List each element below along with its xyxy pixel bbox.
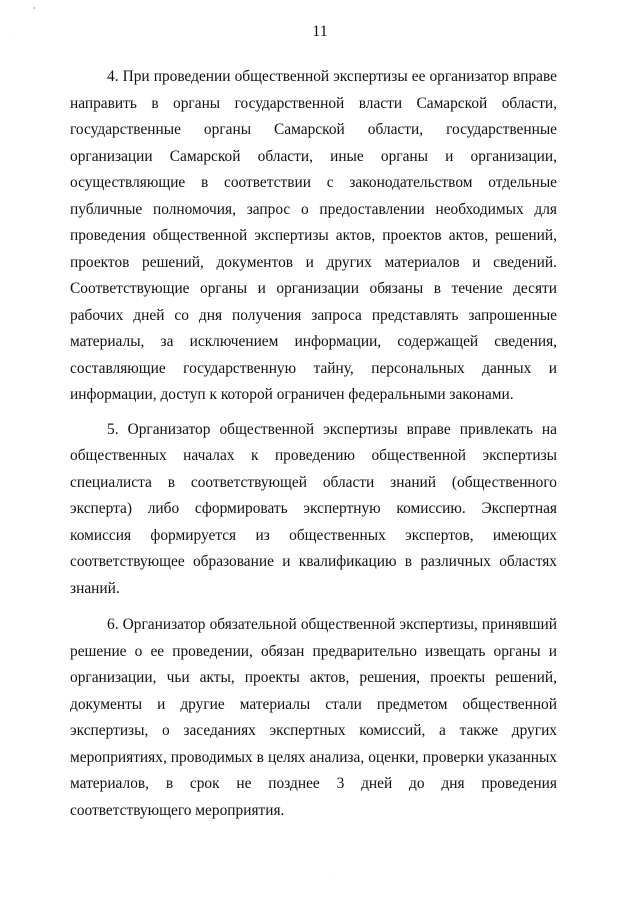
document-body [70,64,557,824]
paragraph-6: 6. Организатор обязательной общественной экспертизы, принявший решение о ее проведении, обязан предварительно извещать органы и организации, чьи акты, проекты актов, решения, проекты решений, документы и другие материалы стали предметом общественной экспертизы, о заседаниях экспертных комиссий, а также других мероприятиях, проводимых в целях анализа, оценки, проверки указанных материалов, в срок не позднее 3 дней до дня проведения соответствующего мероприятия. [70,616,557,819]
scan-speck [33,7,35,9]
paragraph-4: 4. При проведении общественной экспертизы ее организатор вправе направить в органы государственной власти Самарской области, государственные органы Самарской области, государственные организации Самарской области, иные органы и организации, осуществляющие в соответствии с законодательством отдельные публичные полномочия, запрос о предоставлении необходимых для проведения общественной экспертизы актов, проектов актов, решений, проектов решений, документов и других материалов и сведений. Соответствующие органы и организации обязаны в течение десяти рабочих дней со дня получения запроса представлять запрошенные материалы, за исключением информации, содержащей сведения, составляющие государственную тайну, персональных данных и информации, доступ к которой ограничен федеральными законами. [70,68,557,403]
page-number: 11 [312,23,328,40]
scan-speck [330,878,331,879]
paragraph-5: 5. Организатор общественной экспертизы вправе привлекать на общественных началах к проведению общественной экспертизы специалиста в соответствующей области знаний (общественного эксперта) либо сформировать экспертную комиссию. Экспертная комиссия формируется из общественных экспертов, имеющих соответствующее образование и квалификацию в различных областях знаний. [70,420,557,597]
